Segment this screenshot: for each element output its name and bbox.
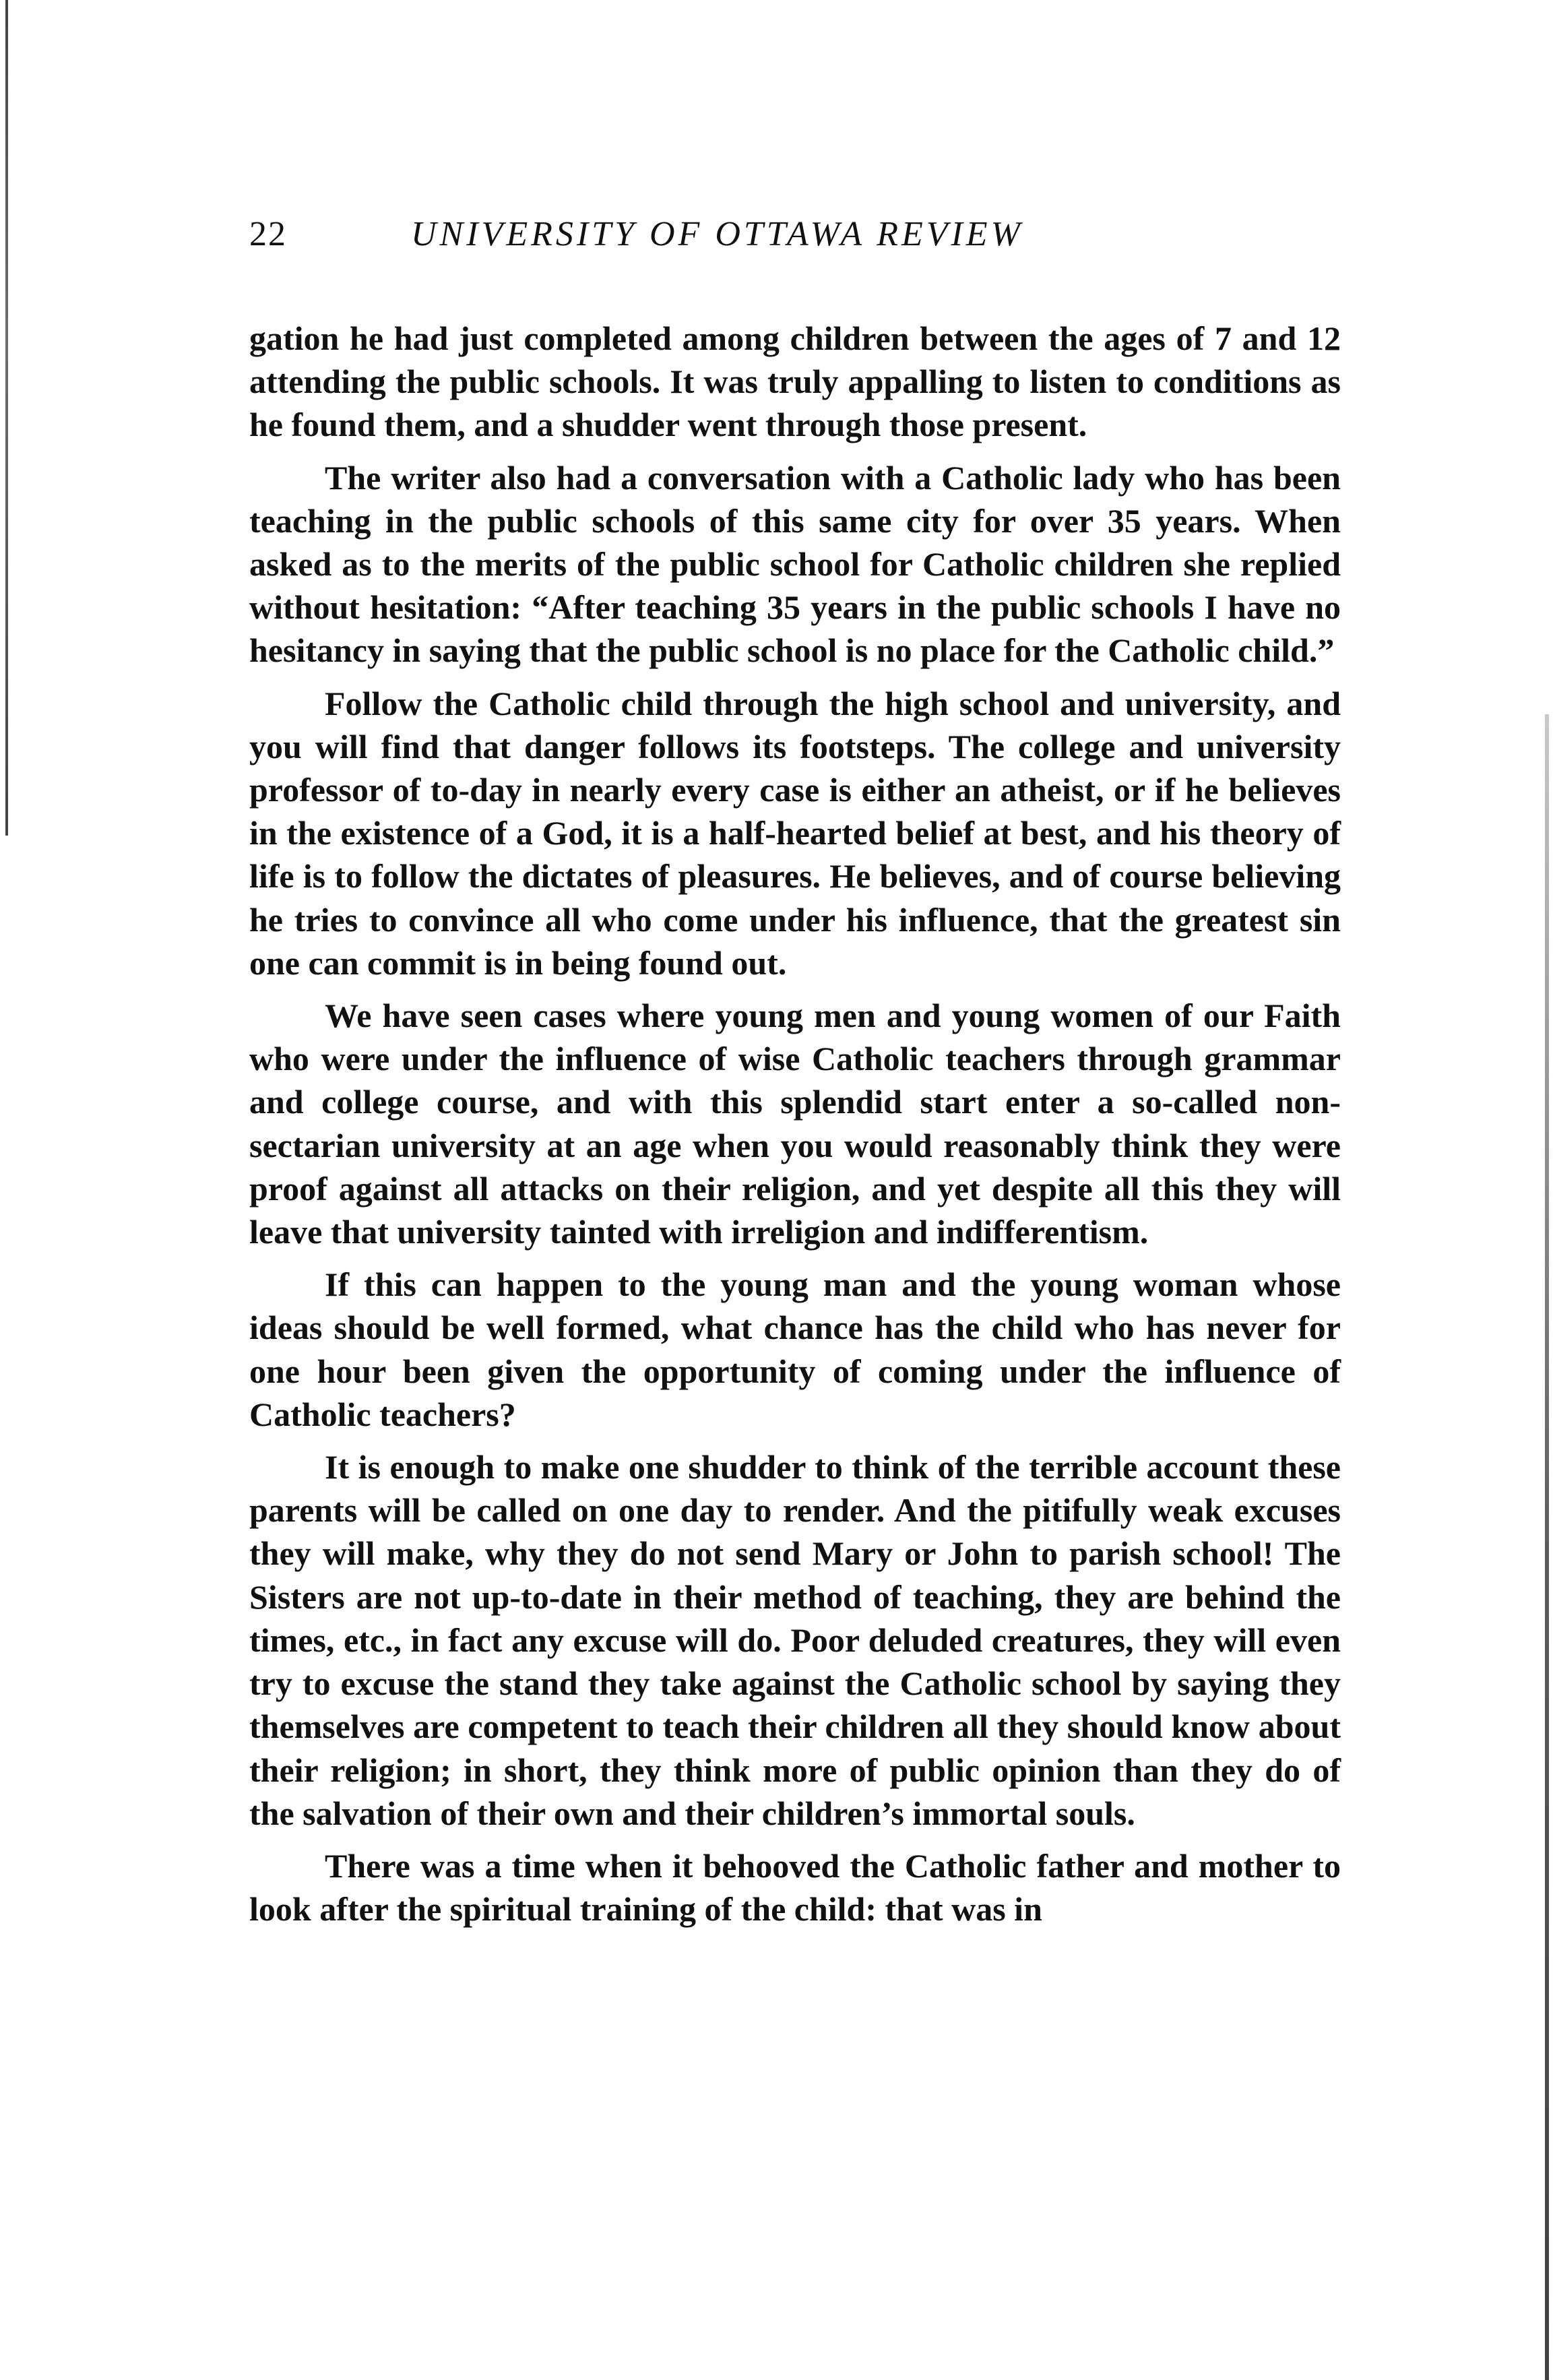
running-head: [249, 214, 1341, 268]
paragraph: There was a time when it behooved the Catholic father and mother to look after the spiritual training of the child: that was in: [249, 1846, 1341, 1929]
page-number: 22: [249, 215, 287, 253]
paragraph-continued: gation he had just completed among children between the ages of 7 and 12 attending the public schools. It was truly appalling to listen to conditions as he found them, and a shudder went through those present.: [249, 319, 1341, 444]
scan-edge-right: [1545, 714, 1549, 2380]
paragraph: We have seen cases where young men and young women of our Faith who were under the influence of wise Catholic teachers through grammar and college course, and with this splendid start enter a so-called non-sectarian university at an age when you would reasonably think they were proof against all attacks on their religion, and yet despite all this they will leave that university tainted with irreligion and indifferentism.: [249, 997, 1341, 1251]
paragraph: The writer also had a conversation with a Catholic lady who has been teaching in the public schools of this same city for over 35 years. When asked as to the merits of the public school for Catholic children she replied without hesitation: “After teaching 35 years in the public schools I have no hesitancy in saying that the public school is no place for the Catholic child.”: [249, 458, 1341, 670]
paragraph: If this can happen to the young man and the young woman whose ideas should be well formed, what chance has the child who has never for one hour been given the opportunity of coming under the influence of Catholic teachers?: [249, 1265, 1341, 1433]
scan-edge-left: [5, 0, 8, 836]
body-text: [249, 317, 1341, 1940]
paragraph: Follow the Catholic child through the high school and university, and you will find that danger follows its footsteps. The college and university professor of to-day in nearly every case is either an atheist, or if he believes in the existence of a God, it is a half-hearted belief at best, and his theory of life is to follow the dictates of pleasures. He believes, and of course believing he tries to convince all who come under his influence, that the greatest sin one can commit is in being found out.: [249, 684, 1341, 982]
paragraph: It is enough to make one shudder to think of the terrible account these parents will be called on one day to render. And the pitifully weak excuses they will make, why they do not send Mary or John to parish school! The Sisters are not up-to-date in their method of teaching, they are behind the times, etc., in fact any excuse will do. Poor deluded creatures, they will even try to excuse the stand they take against the Catholic school by saying they themselves are competent to teach their children all they should know about their religion; in short, they think more of public opinion than they do of the salvation of their own and their children’s immortal souls.: [249, 1448, 1341, 1832]
journal-title: UNIVERSITY OF OTTAWA REVIEW: [411, 215, 1023, 253]
